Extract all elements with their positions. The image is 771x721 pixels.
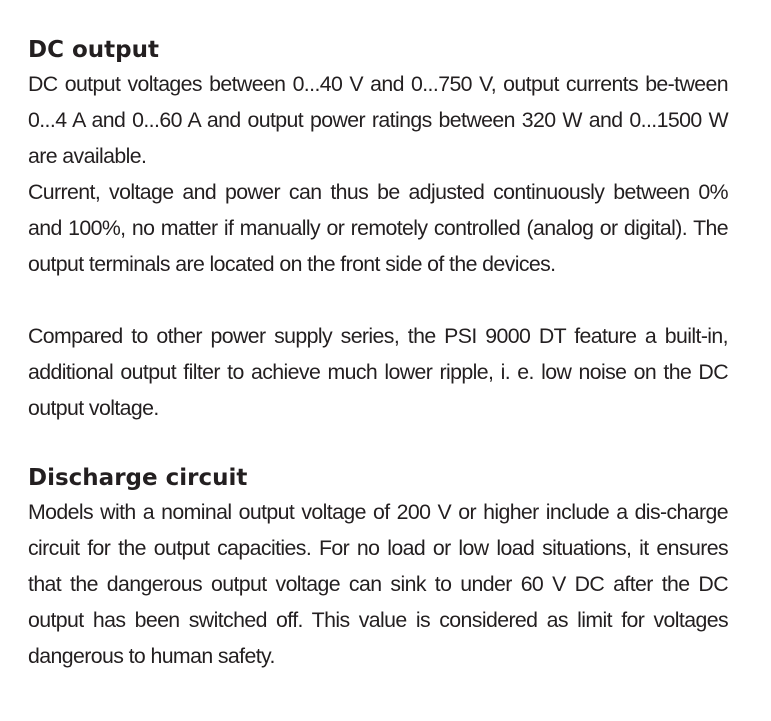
- document-page: [28, 34, 728, 674]
- paragraph-output-filter: Compared to other power supply series, the PSI 9000 DT feature a built-in, additional output filter to achieve much lower ripple, i. e. low noise on the DC output voltage.: [28, 324, 728, 420]
- section-spacer: [28, 426, 728, 462]
- section-heading-dc-output: DC output: [28, 37, 159, 63]
- section-heading-discharge-circuit: Discharge circuit: [28, 465, 248, 491]
- paragraph-dc-output-ranges: DC output voltages between 0...40 V and 0...750 V, output currents be-tween 0...4 A and 0...60 A and output power ratings between 320 W and 0...1500 W are available.: [28, 72, 728, 168]
- paragraph-adjustment: Current, voltage and power can thus be adjusted continuously between 0% and 100%, no matter if manually or remotely controlled (analog or digital). The output terminals are located on the front side of the devices.: [28, 180, 728, 276]
- paragraph-spacer: [28, 282, 728, 318]
- paragraph-discharge-circuit: Models with a nominal output voltage of 200 V or higher include a dis-charge circuit for the output capacities. For no load or low load situations, it ensures that the dangerous output voltage can sink to under 60 V DC after the DC output has been switched off. This value is considered as limit for voltages dangerous to human safety.: [28, 500, 728, 668]
